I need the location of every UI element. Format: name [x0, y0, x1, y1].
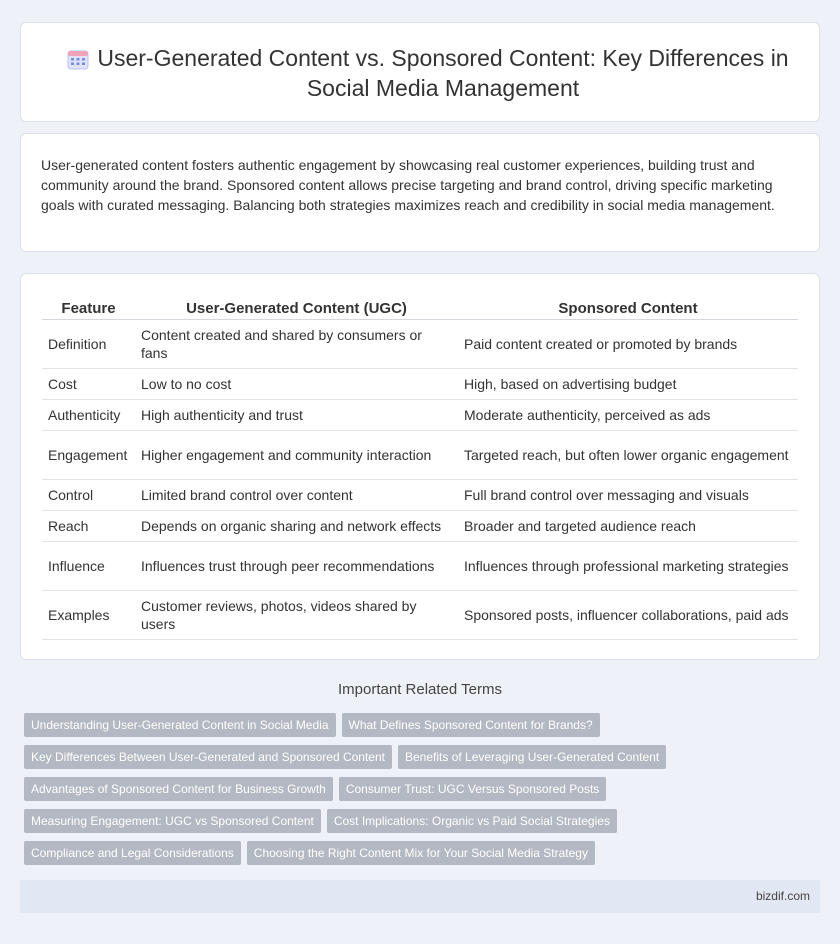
title-card	[20, 22, 820, 122]
ugc-cell: Higher engagement and community interaction	[135, 431, 458, 480]
related-tag[interactable]: Benefits of Leveraging User-Generated Content	[398, 745, 666, 769]
page-title: User-Generated Content vs. Sponsored Content: Key Differences in Social Media Management	[97, 45, 789, 101]
related-terms-heading: Important Related Terms	[338, 681, 502, 698]
tag-row	[24, 745, 672, 769]
table-row	[42, 369, 798, 400]
table-row	[42, 591, 798, 640]
related-tag[interactable]: Advantages of Sponsored Content for Business Growth	[24, 777, 333, 801]
sponsored-cell: Sponsored posts, influencer collaborations, paid ads	[458, 591, 798, 640]
tag-row	[24, 777, 612, 801]
ugc-cell: Influences trust through peer recommendations	[135, 542, 458, 591]
feature-cell: Control	[42, 480, 135, 511]
ugc-cell: Depends on organic sharing and network effects	[135, 511, 458, 542]
sponsored-cell: Moderate authenticity, perceived as ads	[458, 400, 798, 431]
feature-cell: Examples	[42, 591, 135, 640]
sponsored-cell: Targeted reach, but often lower organic engagement	[458, 431, 798, 480]
related-tag[interactable]: Consumer Trust: UGC Versus Sponsored Posts	[339, 777, 606, 801]
sponsored-cell: Paid content created or promoted by brands	[458, 320, 798, 369]
related-tag[interactable]: Cost Implications: Organic vs Paid Social Strategies	[327, 809, 617, 833]
footer-site-link[interactable]: bizdif.com	[755, 889, 810, 903]
related-tag[interactable]: Choosing the Right Content Mix for Your Social Media Strategy	[247, 841, 595, 865]
intro-card	[20, 133, 820, 252]
feature-cell: Engagement	[42, 431, 135, 480]
table-header-row	[42, 293, 798, 320]
header-ugc: User-Generated Content (UGC)	[135, 293, 458, 320]
ugc-cell: Low to no cost	[135, 369, 458, 400]
feature-cell: Authenticity	[42, 400, 135, 431]
related-tag[interactable]: Key Differences Between User-Generated and Sponsored Content	[24, 745, 392, 769]
table-row	[42, 542, 798, 591]
ugc-cell: Customer reviews, photos, videos shared by users	[135, 591, 458, 640]
table-row	[42, 400, 798, 431]
table-row	[42, 320, 798, 369]
feature-cell: Cost	[42, 369, 135, 400]
feature-cell: Influence	[42, 542, 135, 591]
table-row	[42, 480, 798, 511]
related-tag[interactable]: Compliance and Legal Considerations	[24, 841, 241, 865]
sponsored-cell: Full brand control over messaging and visuals	[458, 480, 798, 511]
comparison-card	[20, 273, 820, 660]
sponsored-cell: High, based on advertising budget	[458, 369, 798, 400]
sponsored-cell: Broader and targeted audience reach	[458, 511, 798, 542]
ugc-cell: Content created and shared by consumers or fans	[135, 320, 458, 369]
tag-row	[24, 713, 606, 737]
table-row	[42, 511, 798, 542]
footer	[20, 880, 820, 913]
header-feature: Feature	[42, 293, 135, 320]
tag-row	[24, 809, 623, 833]
related-tag[interactable]: Understanding User-Generated Content in Social Media	[24, 713, 336, 737]
related-tag[interactable]: What Defines Sponsored Content for Brands?	[342, 713, 600, 737]
ugc-cell: High authenticity and trust	[135, 400, 458, 431]
ugc-cell: Limited brand control over content	[135, 480, 458, 511]
header-sponsored: Sponsored Content	[458, 293, 798, 320]
tag-row	[24, 841, 601, 865]
related-tag[interactable]: Measuring Engagement: UGC vs Sponsored Content	[24, 809, 321, 833]
feature-cell: Definition	[42, 320, 135, 369]
comparison-table	[42, 293, 798, 640]
sponsored-cell: Influences through professional marketing strategies	[458, 542, 798, 591]
table-row	[42, 431, 798, 480]
feature-cell: Reach	[42, 511, 135, 542]
intro-text: User-generated content fosters authentic engagement by showcasing real customer experiences, building trust and community around the brand. Sponsored content allows precise targeting and brand control, driving specific marketing goals with curated messaging. Balancing both strategies maximizes reach and credibility in social media management.	[41, 157, 775, 213]
